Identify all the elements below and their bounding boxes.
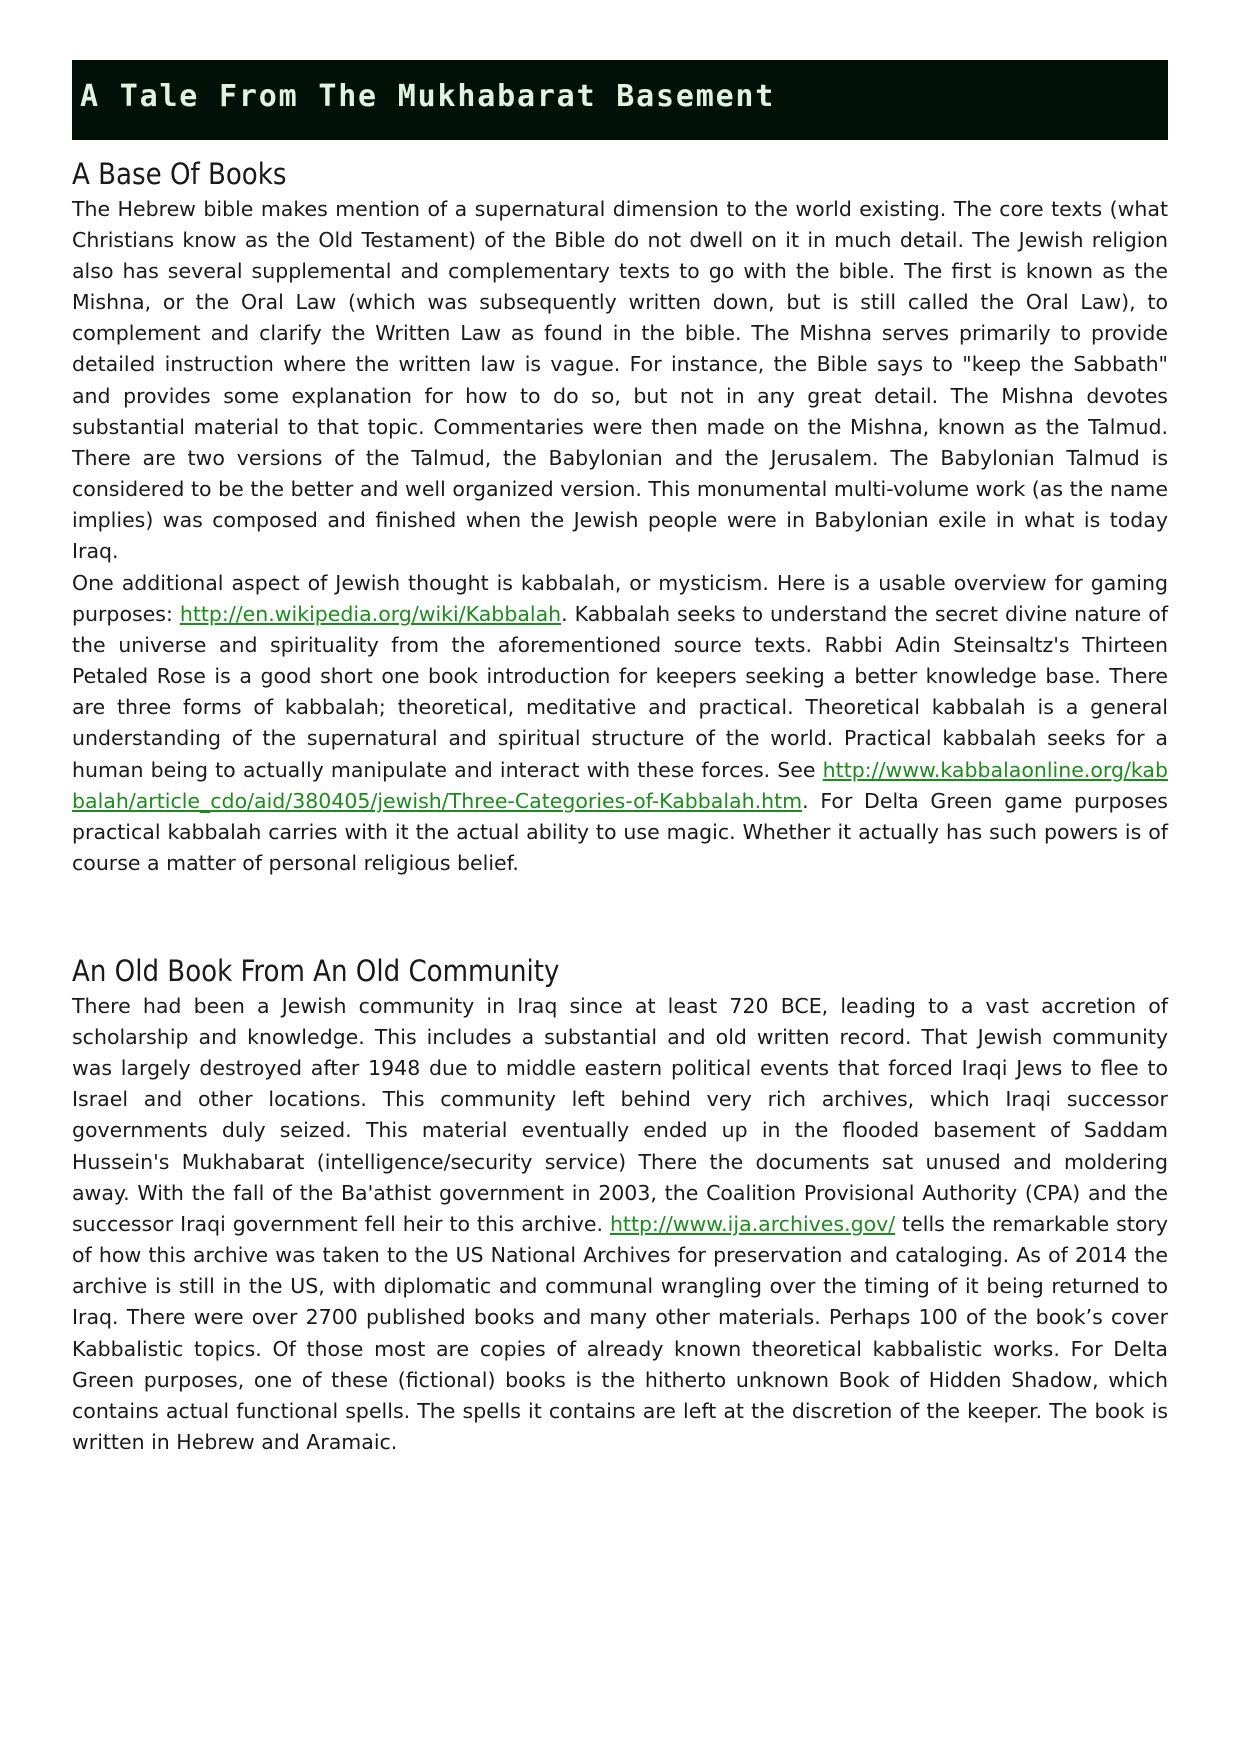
section-2: [72, 953, 1168, 1458]
paragraph-text-run: One additional aspect of Jewish thought is kabbalah, or mysticism. Here is a usable overview for gaming purposes:: [72, 570, 1168, 626]
section-heading-an-old-book-from-an-old-community: An Old Book From An Old Community: [72, 954, 560, 989]
section-1: [72, 156, 1168, 879]
paragraph-text-run: . For Delta Green game purposes practical kabbalah carries with it the actual ability to use magic. Whether it actually has such powers is of course a matter of personal religious belief.: [72, 788, 1168, 875]
document-content: [72, 0, 1168, 1458]
paragraph-text-run: . Kabbalah seeks to understand the secret divine nature of the universe and spirituality from the aforementioned source texts. Rabbi Adin Steinsaltz's Thirteen Petaled Rose is a good short one book introduction for keepers seeking a better knowledge base. There are three forms of kabbalah; theoretical, meditative and practical. Theoretical kabbalah is a general understanding of the supernatural and spiritual structure of the world. Practical kabbalah seeks for a human being to actually manipulate and interact with these forces. See: [72, 601, 1168, 782]
document-hyperlink[interactable]: http://www.ija.archives.gov/: [609, 1211, 896, 1236]
paragraph-1: [72, 194, 1168, 568]
paragraph-2: [72, 568, 1168, 880]
paragraph-text-run: There had been a Jewish community in Iraq since at least 720 BCE, leading to a vast accretion of scholarship and knowledge. This includes a substantial and old written record. That Jewish community was largely destroyed after 1948 due to middle eastern political events that forced Iraqi Jews to flee to Israel and other locations. This community left behind very rich archives, which Iraqi successor governments duly seized. This material eventually ended up in the flooded basement of Saddam Hussein's Mukhabarat (intelligence/security service) There the documents sat unused and moldering away. With the fall of the Ba'athist government in 2003, the Coalition Provisional Authority (CPA) and the successor Iraqi government fell heir to this archive.: [72, 993, 1168, 1236]
paragraph-text-run: tells the remarkable story of how this archive was taken to the US National Archives for preservation and cataloging. As of 2014 the archive is still in the US, with diplomatic and communal wrangling over the timing of it being returned to Iraq. There were over 2700 published books and many other materials. Perhaps 100 of the book’s cover Kabbalistic topics. Of those most are copies of already known theoretical kabbalistic works. For Delta Green purposes, one of these (fictional) books is the hitherto unknown Book of Hidden Shadow, which contains actual functional spells. The spells it contains are left at the discretion of the keeper. The book is written in Hebrew and Aramaic.: [72, 1211, 1168, 1454]
section-heading-a-base-of-books: A Base Of Books: [72, 157, 287, 191]
document-hyperlink[interactable]: http://www.kabbalaonline.org/kabbalah/article_cdo/aid/380405/jewish/Three-Categories-of-Kabbalah.htm: [72, 757, 1168, 813]
paragraph-3: [72, 991, 1168, 1458]
paragraph-text-run: The Hebrew bible makes mention of a supernatural dimension to the world existing. The core texts (what Christians know as the Old Testament) of the Bible do not dwell on it in much detail. The Jewish religion also has several supplemental and complementary texts to go with the bible. The first is known as the Mishna, or the Oral Law (which was subsequently written down, but is still called the Oral Law), to complement and clarify the Written Law as found in the bible. The Mishna serves primarily to provide detailed instruction where the written law is vague. For instance, the Bible says to "keep the Sabbath" and provides some explanation for how to do so, but not in any great detail. The Mishna devotes substantial material to that topic. Commentaries were then made on the Mishna, known as the Talmud. There are two versions of the Talmud, the Babylonian and the Jerusalem. The Babylonian Talmud is considered to be the better and well organized version. This monumental multi-volume work (as the name implies) was composed and finished when the Jewish people were in Babylonian exile in what is today Iraq.: [72, 196, 1168, 564]
document-hyperlink[interactable]: http://en.wikipedia.org/wiki/Kabbalah: [179, 601, 562, 626]
document-title-banner: A Tale From The Mukhabarat Basement: [72, 60, 1168, 140]
